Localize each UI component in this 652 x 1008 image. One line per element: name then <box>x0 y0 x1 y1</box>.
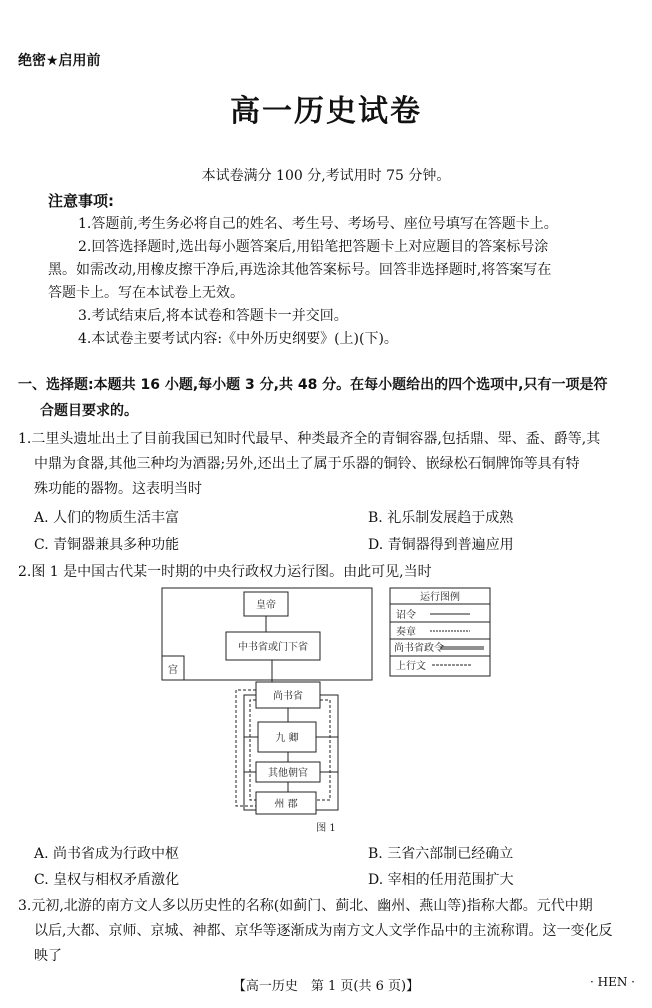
zhongshu-node: 中书省或门下省 <box>238 642 308 653</box>
legend-item-memorial: 奏章 <box>396 627 416 638</box>
question-2-option-a[interactable]: A. 尚书省成为行政中枢 <box>34 846 180 862</box>
page-title: 高一历史试卷 <box>230 94 422 129</box>
notice-heading: 注意事项: <box>48 192 114 210</box>
section-heading-cont: 合题目要求的。 <box>40 403 138 419</box>
page-footer: 【高一历史 第 1 页(共 6 页)】 <box>232 979 420 994</box>
legend-item-report: 上行文 <box>396 661 426 672</box>
notice-line: 黑。如需改动,用橡皮擦干净后,再选涂其他答案标号。回答非选择题时,将答案写在 <box>48 262 552 278</box>
question-1-option-a[interactable]: A. 人们的物质生活丰富 <box>34 510 180 526</box>
question-3-text: 映了 <box>34 948 62 964</box>
question-2-option-d[interactable]: D. 宰相的任用范围扩大 <box>368 872 514 888</box>
question-2-option-c[interactable]: C. 皇权与相权矛盾激化 <box>34 872 180 888</box>
footer-code: · HEN · <box>590 975 635 989</box>
question-1-text: 殊功能的器物。这表明当时 <box>34 481 202 497</box>
question-2-option-b[interactable]: B. 三省六部制已经确立 <box>368 846 514 862</box>
palace-label: 宫 <box>168 665 178 676</box>
question-3-text: 以后,大都、京师、京城、神都、京华等逐渐成为南方文人文学作品中的主流称谓。这一变化反 <box>34 923 613 939</box>
notice-line: 答题卡上。写在本试卷上无效。 <box>48 285 244 301</box>
question-1-option-d[interactable]: D. 青铜器得到普遍应用 <box>368 537 514 553</box>
notice-line: 1.答题前,考生务必将自己的姓名、考生号、考场号、座位号填写在答题卡上。 <box>78 216 558 232</box>
shangshu-node: 尚书省 <box>273 691 303 702</box>
question-2-text: 2.图 1 是中国古代某一时期的中央行政权力运行图。由此可见,当时 <box>18 564 432 580</box>
jiuqing-node: 九 卿 <box>275 733 299 744</box>
emperor-node: 皇帝 <box>256 600 276 611</box>
notice-line: 2.回答选择题时,选出每小题答案后,用铅笔把答题卡上对应题目的答案标号涂 <box>78 239 549 255</box>
question-1-text: 中鼎为食器,其他三种均为酒器;另外,还出土了属于乐器的铜铃、嵌绿松石铜牌饰等具有特 <box>34 456 580 472</box>
question-1-text: 1.二里头遗址出土了目前我国已知时代最早、种类最齐全的青铜容器,包括鼎、斝、盉、爵等,其 <box>18 431 601 447</box>
legend-item-decree: 尚书省政令 <box>394 643 444 654</box>
zhoujun-node: 州 郡 <box>274 799 298 810</box>
notice-line: 3.考试结束后,将本试卷和答题卡一并交回。 <box>78 308 348 324</box>
question-1-option-b[interactable]: B. 礼乐制发展趋于成熟 <box>368 510 514 526</box>
other-officials-node: 其他朝官 <box>268 768 308 779</box>
figure-caption: 图 1 <box>316 823 336 834</box>
confidential-label: 绝密★启用前 <box>18 53 101 69</box>
legend-title: 运行图例 <box>420 592 460 603</box>
legend-item-edict: 诏令 <box>396 610 416 621</box>
section-heading: 一、选择题:本题共 16 小题,每小题 3 分,共 48 分。在每小题给出的四个选项中,只有一项是符 <box>18 377 608 393</box>
notice-line: 4.本试卷主要考试内容:《中外历史纲要》(上)(下)。 <box>78 331 398 347</box>
question-3-text: 3.元初,北游的南方文人多以历史性的名称(如蓟门、蓟北、幽州、燕山等)指称大都。元代中期 <box>18 898 593 914</box>
exam-subtitle: 本试卷满分 100 分,考试用时 75 分钟。 <box>201 168 451 184</box>
question-1-option-c[interactable]: C. 青铜器兼具多种功能 <box>34 537 180 553</box>
